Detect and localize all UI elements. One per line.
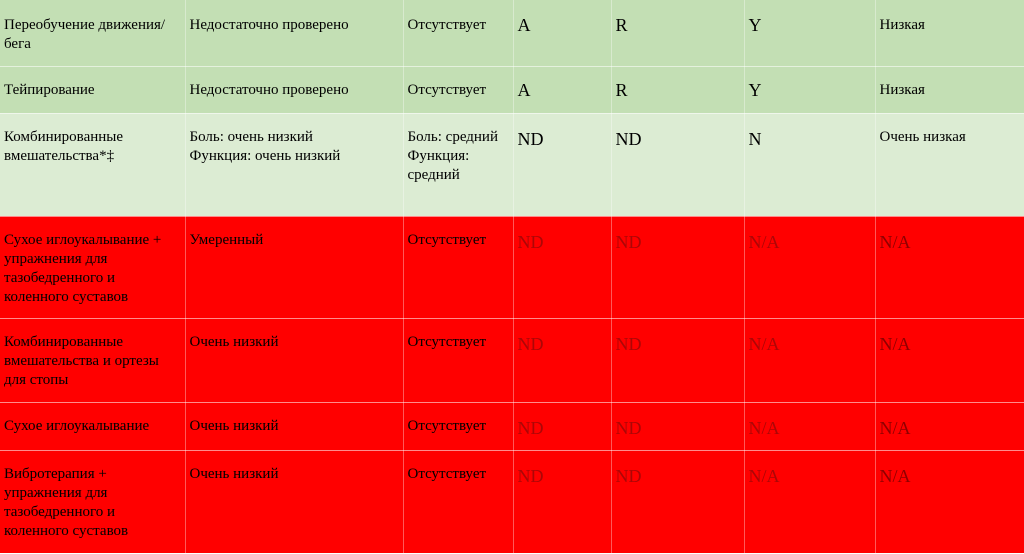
table-row bbox=[0, 318, 1024, 402]
quality-cell: N/A bbox=[875, 318, 1024, 402]
y-cell: N/A bbox=[744, 402, 875, 450]
y-cell: N/A bbox=[744, 450, 875, 553]
a-cell: ND bbox=[513, 450, 611, 553]
r-cell: ND bbox=[611, 113, 744, 216]
intervention-cell: Сухое иглоукалывание + упражнения для тазобедренного и коленного суставов bbox=[0, 216, 185, 318]
intervention-cell: Сухое иглоукалывание bbox=[0, 402, 185, 450]
intervention-cell: Тейпирование bbox=[0, 66, 185, 113]
intervention-cell: Переобучение движения/бега bbox=[0, 0, 185, 66]
harm-cell: Отсутствует bbox=[403, 66, 513, 113]
quality-cell: N/A bbox=[875, 402, 1024, 450]
a-cell: ND bbox=[513, 402, 611, 450]
pain-function-cell: Очень низкий bbox=[185, 318, 403, 402]
harm-cell: Отсутствует bbox=[403, 0, 513, 66]
a-cell: A bbox=[513, 66, 611, 113]
table-row bbox=[0, 66, 1024, 113]
pain-function-cell: Очень низкий bbox=[185, 402, 403, 450]
r-cell: ND bbox=[611, 216, 744, 318]
y-cell: N bbox=[744, 113, 875, 216]
intervention-cell: Комбинированные вмешательства и ортезы для стопы bbox=[0, 318, 185, 402]
r-cell: ND bbox=[611, 402, 744, 450]
harm-cell: Отсутствует bbox=[403, 318, 513, 402]
y-cell: Y bbox=[744, 66, 875, 113]
harm-cell: Боль: средний Функция: средний bbox=[403, 113, 513, 216]
quality-cell: Очень низкая bbox=[875, 113, 1024, 216]
table-row bbox=[0, 450, 1024, 553]
intervention-cell: Комбинированные вмешательства*‡ bbox=[0, 113, 185, 216]
pain-function-cell: Умеренный bbox=[185, 216, 403, 318]
a-cell: A bbox=[513, 0, 611, 66]
pain-function-cell: Недостаточно проверено bbox=[185, 0, 403, 66]
pain-function-cell: Боль: очень низкий Функция: очень низкий bbox=[185, 113, 403, 216]
harm-cell: Отсутствует bbox=[403, 450, 513, 553]
table-row bbox=[0, 402, 1024, 450]
table-row bbox=[0, 0, 1024, 66]
a-cell: ND bbox=[513, 318, 611, 402]
harm-cell: Отсутствует bbox=[403, 216, 513, 318]
quality-cell: Низкая bbox=[875, 0, 1024, 66]
r-cell: ND bbox=[611, 318, 744, 402]
quality-cell: N/A bbox=[875, 450, 1024, 553]
table-row bbox=[0, 216, 1024, 318]
r-cell: ND bbox=[611, 450, 744, 553]
pain-function-cell: Недостаточно проверено bbox=[185, 66, 403, 113]
quality-cell: N/A bbox=[875, 216, 1024, 318]
y-cell: N/A bbox=[744, 318, 875, 402]
harm-cell: Отсутствует bbox=[403, 402, 513, 450]
quality-cell: Низкая bbox=[875, 66, 1024, 113]
intervention-cell: Вибротерапия + упражнения для тазобедренного и коленного суставов bbox=[0, 450, 185, 553]
r-cell: R bbox=[611, 66, 744, 113]
r-cell: R bbox=[611, 0, 744, 66]
y-cell: N/A bbox=[744, 216, 875, 318]
a-cell: ND bbox=[513, 113, 611, 216]
a-cell: ND bbox=[513, 216, 611, 318]
y-cell: Y bbox=[744, 0, 875, 66]
pain-function-cell: Очень низкий bbox=[185, 450, 403, 553]
table-row bbox=[0, 113, 1024, 216]
